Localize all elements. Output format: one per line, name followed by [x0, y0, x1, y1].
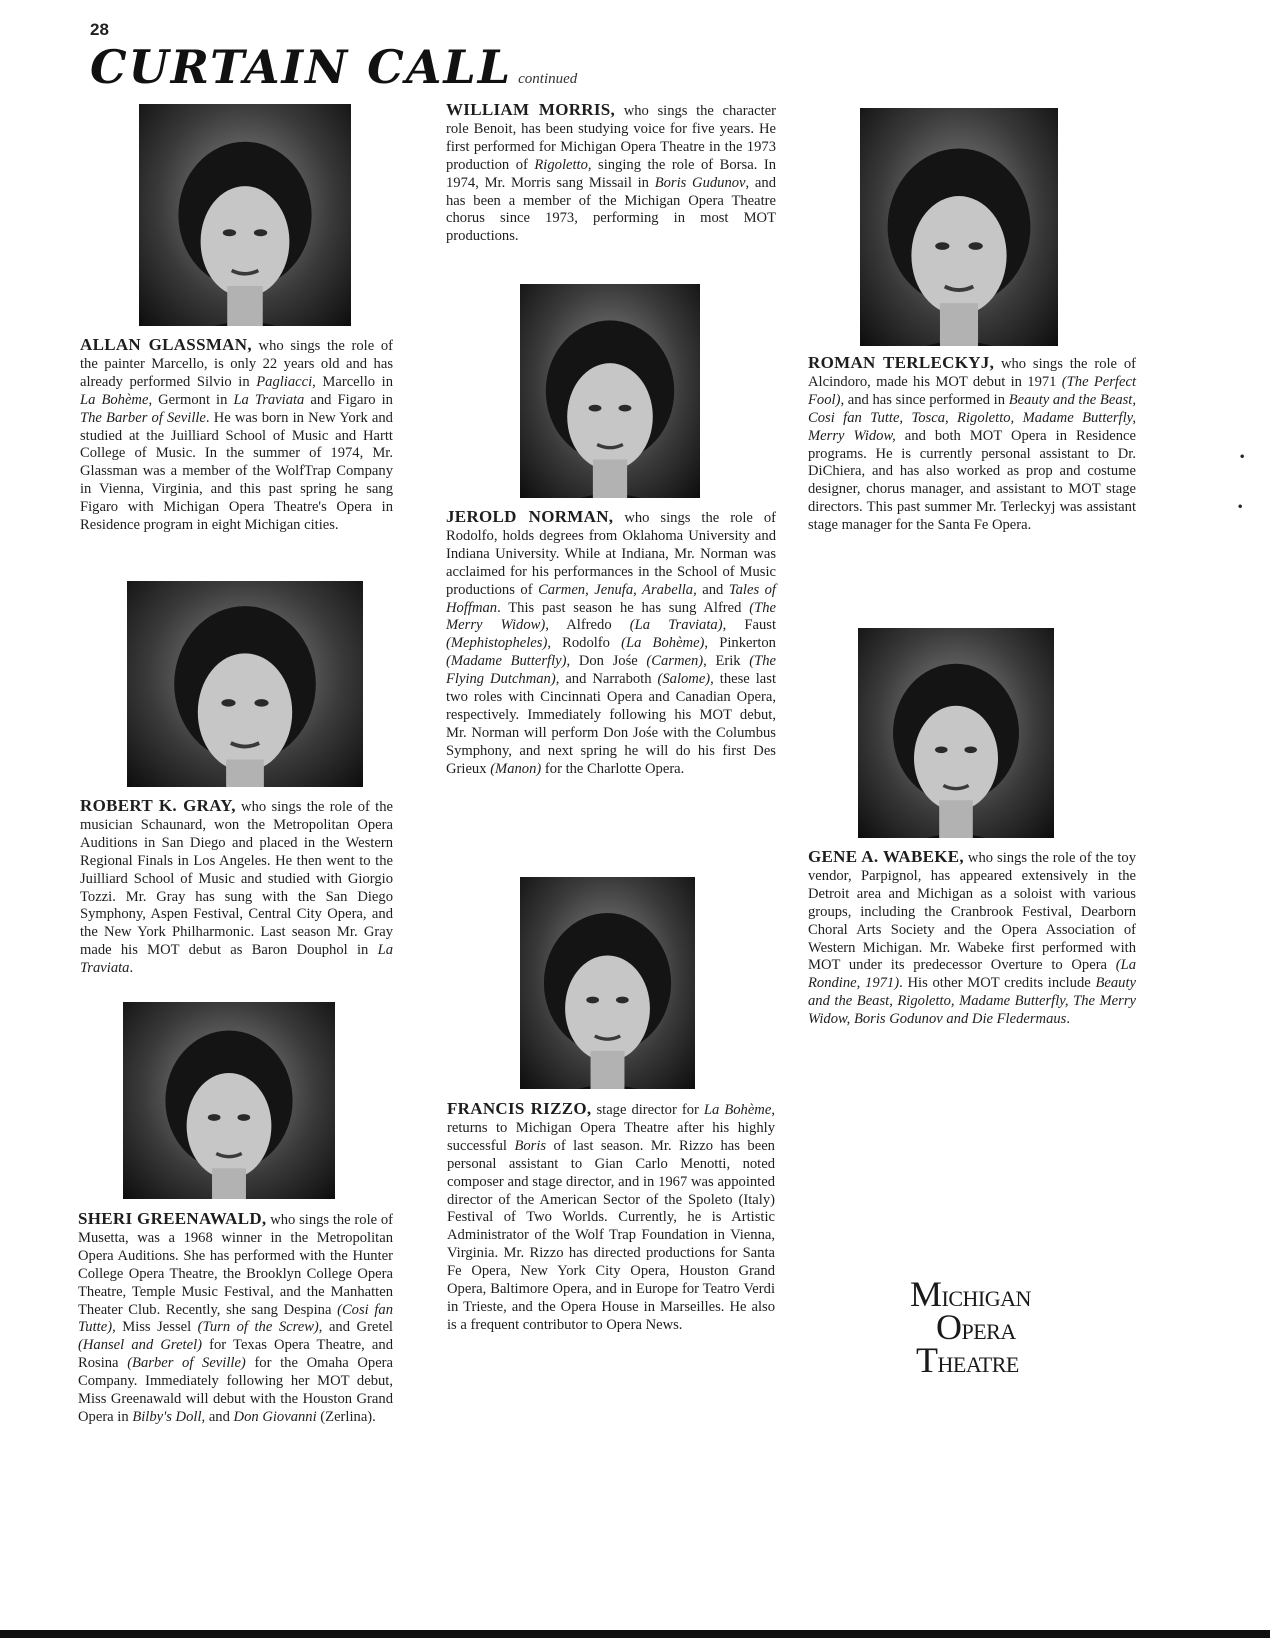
bio-name: ALLAN GLASSMAN, — [80, 335, 252, 354]
portrait-jerold-norman — [520, 284, 700, 498]
portrait-robert-k-gray — [127, 581, 363, 787]
page-number: 28 — [90, 20, 109, 39]
bio-robert-k-gray: ROBERT K. GRAY, who sings the role of the musician Schaunard, won the Metropolitan Opera Auditions in San Diego and placed in the Western Regional Finals in Los Angeles. He then went to the Juilliard School of Music and studied with Giorgio Tozzi. Mr. Gray has sung with the San Diego Symphony, Aspen Festival, Central City Opera, and the New York Philharmonic. Last season Mr. Gray made his MOT debut as Baron Douphol in La Traviata. — [80, 796, 393, 977]
bio-roman-terleckyj: ROMAN TERLECKYJ, who sings the role of Alcindoro, made his MOT debut in 1971 (The Perfect Fool), and has since performed in Beauty and the Beast, Cosi fan Tutte, Tosca, Rigoletto, Madame Butterfly, Merry Widow, and both MOT Opera in Residence programs. He is currently personal assistant to Dr. DiChiera, and has also worked as prop and costume designer, chorus manager, and assistant to MOT stage directors. This past summer Mr. Terleckyj was assistant stage manager for the Santa Fe Opera. — [808, 353, 1136, 534]
bio-allan-glassman: ALLAN GLASSMAN, who sings the role of the painter Marcello, is only 22 years old and has already performed Silvio in Pagliacci, Marcello in La Bohème, Germont in La Traviata and Figaro in The Barber of Seville. He was born in New York and studied at the Juilliard School of Music and Hartt College of Music. In the summer of 1974, Mr. Glassman was a member of the WolfTrap Company in Vienna, Virginia, and this past spring he sang Figaro with Michigan Opera Theatre's Opera in Residence program in eight Michigan cities. — [80, 335, 393, 534]
page-subtitle: continued — [518, 71, 578, 87]
bio-name: JEROLD NORMAN, — [446, 507, 614, 526]
bio-francis-rizzo: FRANCIS RIZZO, stage director for La Bohème, returns to Michigan Opera Theatre after his highly successful Boris of last season. Mr. Rizzo has been personal assistant to Gian Carlo Menotti, noted composer and stage director, and in 1967 was appointed director of the American Sector of the Spoleto (Italy) Festival of Two Worlds. Currently, he is Artistic Administrator of the Wolf Trap Foundation in Vienna, Virginia. Mr. Rizzo has directed productions for Santa Fe Opera, New York City Opera, Houston Grand Opera, Baltimore Opera, and in Europe for Teatro Verdi in Trieste, and the Opera House in Marseilles. He also is a frequent contributor to Opera News. — [447, 1099, 775, 1333]
bio-name: ROMAN TERLECKYJ, — [808, 353, 995, 372]
michigan-opera-theatre-logo: MICHIGAN OPERA THEATRE — [910, 1274, 1031, 1381]
bottom-rule — [0, 1630, 1270, 1638]
bio-name: FRANCIS RIZZO, — [447, 1099, 592, 1118]
edge-mark: · — [1236, 490, 1244, 523]
bio-name: SHERI GREENAWALD, — [78, 1209, 267, 1228]
portrait-roman-terleckyj — [860, 108, 1058, 346]
bio-gene-a-wabeke: GENE A. WABEKE, who sings the role of the toy vendor, Parpignol, has appeared extensively in the Detroit area and Michigan as a soloist with various groups, including the Cranbrook Festival, Dearborn Choral Arts Society and the Opera Association of Western Michigan. Mr. Wabeke first performed with MOT under its predecessor Overture to Opera (La Rondine, 1971). His other MOT credits include Beauty and the Beast, Rigoletto, Madame Butterfly, The Merry Widow, Boris Godunov and Die Fledermaus. — [808, 847, 1136, 1028]
portrait-allan-glassman — [139, 104, 351, 326]
bio-sheri-greenawald: SHERI GREENAWALD, who sings the role of Musetta, was a 1968 winner in the Metropolitan Opera Auditions. She has performed with the Hunter College Opera Theatre, the Brooklyn College Opera Theatre, Temple Music Festival, and the Manhatten Theater Club. Recently, she sang Despina (Cosi fan Tutte), Miss Jessel (Turn of the Screw), and Gretel (Hansel and Gretel) for Texas Opera Theatre, and Rosina (Barber of Seville) for the Omaha Opera Company. Immediately following her MOT debut, Miss Greenawald will debut with the Houston Grand Opera in Bilby's Doll, and Don Giovanni (Zerlina). — [78, 1209, 394, 1425]
masthead — [90, 40, 577, 94]
portrait-francis-rizzo — [520, 877, 695, 1089]
edge-mark: · — [1238, 440, 1246, 473]
portrait-gene-a-wabeke — [858, 628, 1054, 838]
portrait-sheri-greenawald — [123, 1002, 335, 1199]
bio-jerold-norman: JEROLD NORMAN, who sings the role of Rodolfo, holds degrees from Oklahoma University and Indiana University. While at Indiana, Mr. Norman was acclaimed for his performances in the School of Music productions of Carmen, Jenufa, Arabella, and Tales of Hoffman. This past season he has sung Alfred (The Merry Widow), Alfredo (La Traviata), Faust (Mephistopheles), Rodolfo (La Bohème), Pinkerton (Madame Butterfly), Don Jośe (Carmen), Erik (The Flying Dutchman), and Narraboth (Salome), these last two roles with Cincinnati Opera and Canadian Opera, respectively. Immediately following his MOT debut, Mr. Norman will perform Don Jośe with the Columbus Symphony, and next spring he will do his first Des Grieux (Manon) for the Charlotte Opera. — [446, 507, 777, 777]
page-title: CURTAIN CALL — [90, 40, 513, 94]
bio-name: GENE A. WABEKE, — [808, 847, 964, 866]
bio-william-morris: WILLIAM MORRIS, who sings the character role Benoit, has been studying voice for five years. He first performed for Michigan Opera Theatre in the 1973 production of Rigoletto, singing the role of Borsa. In 1974, Mr. Morris sang Missail in Boris Gudunov, and has been a member of the Michigan Opera Theatre chorus since 1973, performing in most MOT productions. — [446, 100, 776, 245]
bio-name: WILLIAM MORRIS, — [446, 100, 616, 119]
bio-name: ROBERT K. GRAY, — [80, 796, 236, 815]
